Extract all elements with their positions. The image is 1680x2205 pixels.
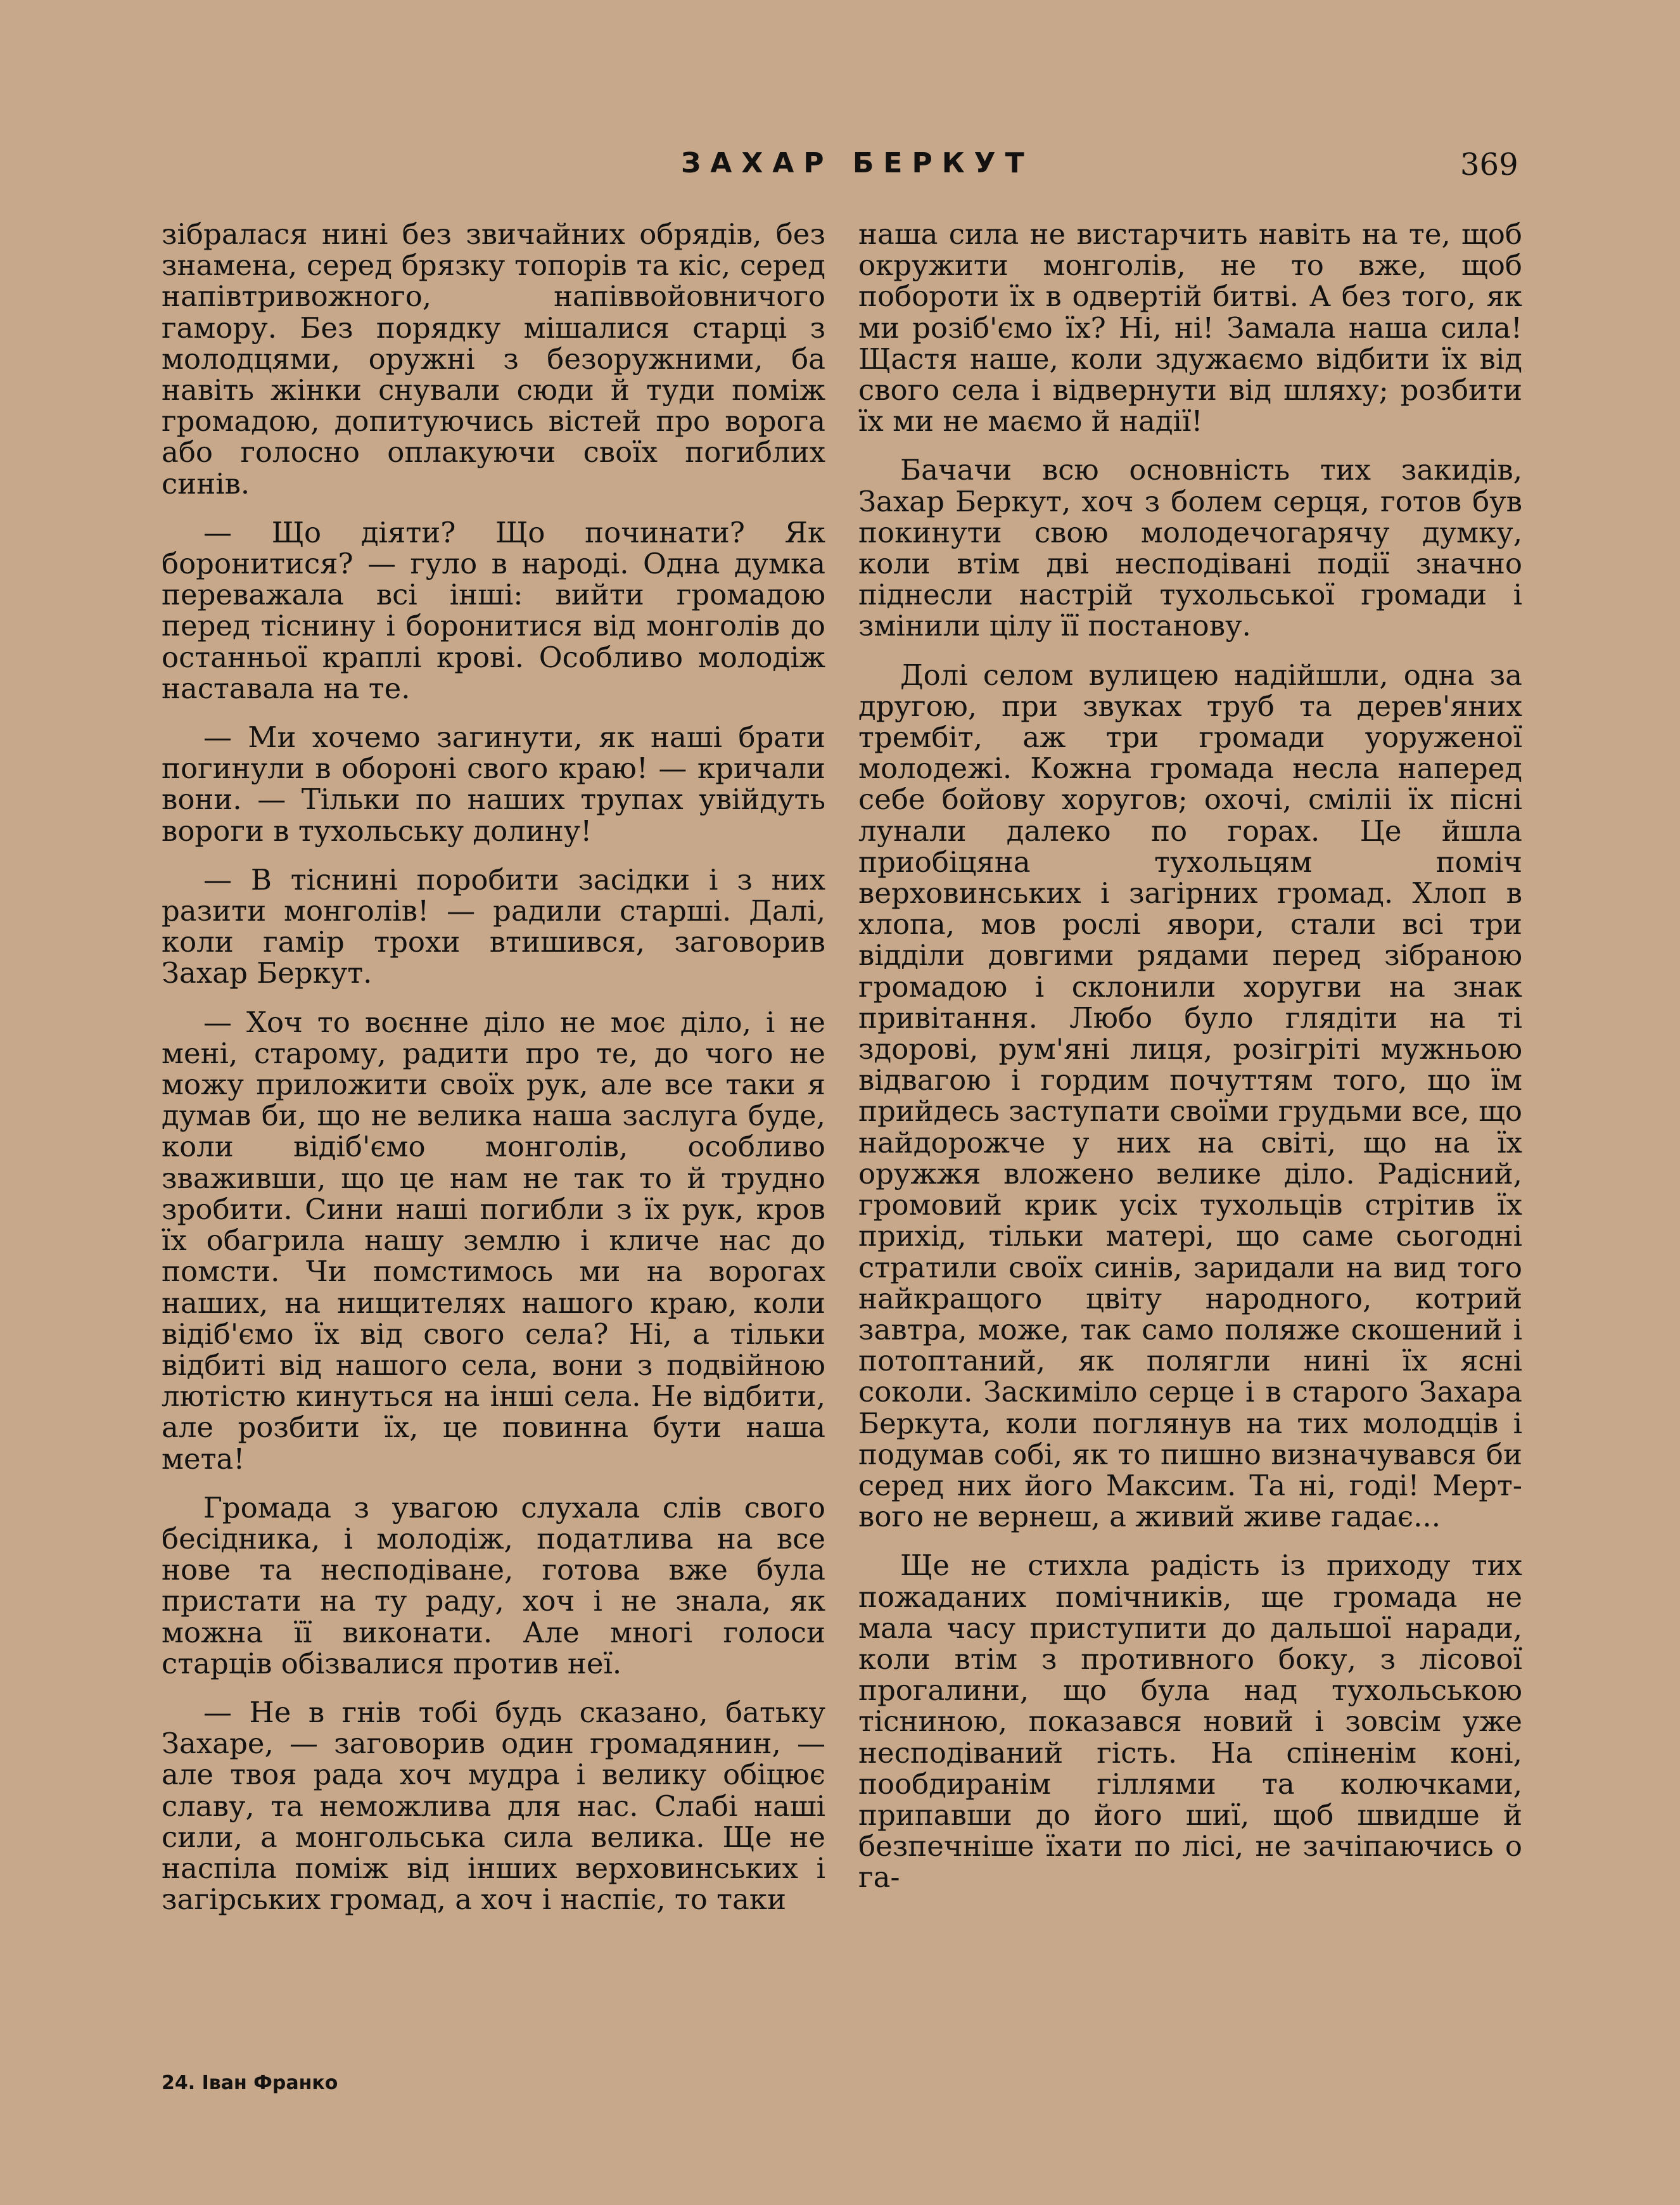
running-title: ЗАХАР БЕРКУТ: [681, 147, 1034, 179]
paragraph: — Хоч то воєнне діло не моє діло, і не мені, старому, радити про те, до чого не можу приложити своїх рук, але все таки я думав би, що не велика наша заслуга буде, коли відіб'ємо монголів, особливо зваживши, що це нам не так то й трудно зробити. Сини наші погибли з їх рук, кров їх обагрила нашу землю і кличе нас до помсти. Чи помстимось ми на ворогах наших, на нищителях нашого краю, коли відіб'ємо їх від свого села? Ні, а тільки відбиті від нашого села, вони з подвійною лютістю кинуться на інші села. Не відбити, але розбити їх, це повинна бути наша мета!: [162, 1005, 825, 1476]
signature-mark: 24. Іван Франко: [162, 2072, 338, 2094]
page-number: 369: [1460, 147, 1518, 182]
paragraph: наша сила не вистарчить навіть на те, щоб окружити монголів, не то вже, щоб побороти їх в одвертій битві. А без того, як ми розіб'ємо їх? Ні, ні! Замала наша сила! Щастя наше, коли здужаємо відбити їх від свого села і відвернути від шляху; розбити їх ми не маємо й надії!: [858, 217, 1522, 438]
paragraph: Бачачи всю основність тих закидів, Захар Беркут, хоч з болем серця, готов був покинути свою молодечогарячу думку, коли втім дві несподівані події значно піднесли настрій тухольської громади і змінили цілу її постанову.: [858, 453, 1522, 643]
paragraph: Ще не стихла радість із приходу тих пожаданих помічників, ще громада не мала часу приступити до дальшої наради, коли втім з противного боку, з лісової прогалини, що була над тухольською тісниною, показався новий і зовсім уже несподіваний гість. На спіненім коні, пообдиранім гіллями та колючками, припавши до його шиї, щоб швидше й безпечніше їхати по лісі, не зачіпаючись о га-: [858, 1549, 1522, 1895]
paragraph: — Не в гнів тобі будь сказано, батьку Захаре, — заговорив один громадянин, — але твоя рада хоч мудра і велику обіцює славу, та неможлива для нас. Слабі наші сили, а монгольська сила велика. Ще не наспіла поміж від інших верховинських і загірських громад, а хоч і наспіє, то таки: [162, 1695, 825, 1917]
paragraph: — Що діяти? Що починати? Як боронитися? — гуло в народі. Одна думка переважала всі інші: вийти громадою перед тіснину і боронитися від монголів до останньої краплі крові. Особливо молодіж наставала на те.: [162, 515, 825, 705]
paragraph: — Ми хочемо загинути, як наші брати погинули в обороні свого краю! — кричали вони. — Тільки по наших трупах увійдуть вороги в тухольську долину!: [162, 720, 825, 848]
left-column: [162, 219, 825, 1933]
paragraph: Громада з увагою слухала слів свого бесідника, і молодіж, податлива на все нове та несподіване, готова вже була пристати на ту раду, хоч і не знала, як можна її виконати. Але многі голоси старців обізвалися против неї.: [162, 1490, 825, 1680]
paragraph: зібралася нині без звичайних обрядів, без знамена, серед брязку топорів та кіс, серед напівтривожного, напіввойовничого гамору. Без порядку мішалися старці з молодцями, оружні з безоружними, ба навіть жінки снували сюди й туди поміж громадою, допитуючись вістей про ворога або голосно оплакуючи своїх погиблих синів.: [162, 217, 825, 501]
right-column: [858, 219, 1522, 1911]
paragraph: Долі селом вулицею надійшли, одна за другою, при звуках труб та дерев'яних трембіт, аж три громади уоруженої молодежі. Кожна громада несла наперед себе бойову хоругов; охочі, сміліі їх пісні лунали далеко по горах. Це йшла приобіцяна тухольцям поміч верховинських і загірних громад. Хлоп в хлопа, мов рослі явори, стали всі три відділи довгими рядами перед зібраною громадою і склонили хоругви на знак привітання. Любо було глядіти на ті здорові, рум'яні лиця, розігріті мужньою відвагою і гордим почуттям того, що їм прийдесь заступати своїми грудьми все, що найдорожче у них на світі, що на їх оружжя вложено велике діло. Радісний, громовий крик усіх тухольців стрітив їх прихід, тільки матері, що саме сьогодні стратили своїх синів, заридали на вид того найкращого цвіту народного, котрий завтра, може, так само поляже скошений і потоптаний, як полягли нині їх ясні соколи. Заскиміло серце і в старого Захара Беркута, коли поглянув на тих молодців і подумав собі, як то пишно визначувався би серед них його Максим. Та ні, годі! Мертвого не вернеш, а живий живе гадає...: [858, 658, 1522, 1534]
paragraph: — В тіснині поробити засідки і з них разити монголів! — радили старші. Далі, коли гамір трохи втишився, заговорив Захар Беркут.: [162, 862, 825, 990]
